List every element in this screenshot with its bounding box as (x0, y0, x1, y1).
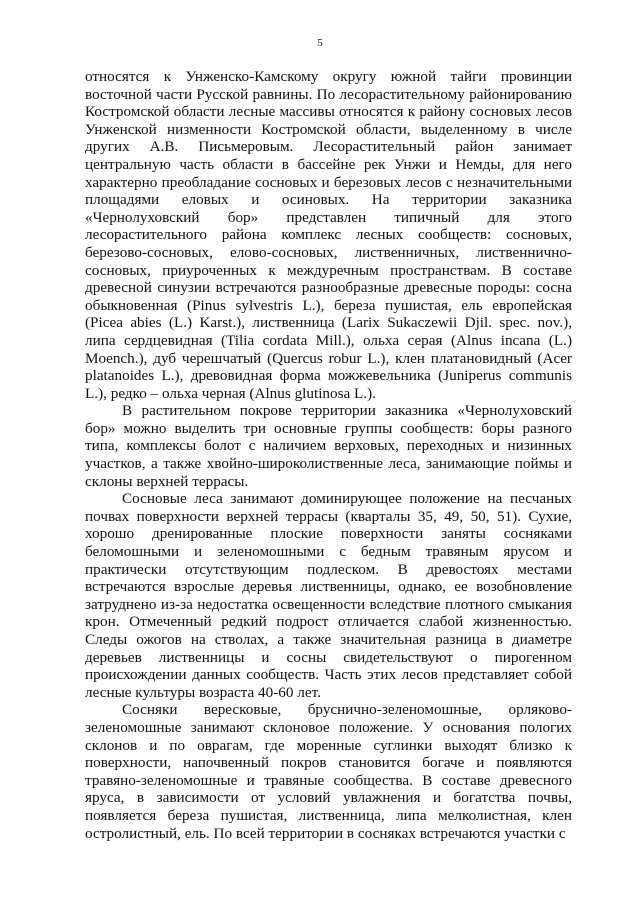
body-text (85, 68, 572, 842)
paragraph: В растительном покрове территории заказника «Чернолуховский бор» можно выделить три основные группы сообществ: боры разного типа, комплексы болот с наличием верховых, переходных и низинных участков, а также хвойно-широколиственные леса, занимающие поймы и склоны верхней террасы. (85, 402, 572, 490)
page-number: 5 (317, 37, 323, 49)
paragraph: относятся к Унженско-Камскому округу южной тайги провинции восточной части Русской равнины. По лесорастительному районированию Костромской области лесные массивы относятся к району сосновых лесов Унженской низменности Костромской области, выделенному в числе других А.В. Письмеровым. Лесорастительный район занимает центральную часть области в бассейне рек Унжи и Немды, для него характерно преобладание сосновых и березовых лесов с незначительными площадями еловых и осиновых. На территории заказника «Чернолуховский бор» представлен типичный для этого лесорастительного района комплекс лесных сообществ: сосновых, березово-сосновых, елово-сосновых, лиственничных, лиственнично-сосновых, приуроченных к междуречным пространствам. В составе древесной синузии встречаются разнообразные древесные породы: сосна обыкновенная (Pinus sylvestris L.), береза пушистая, ель европейская (Picea abies (L.) Karst.), лиственница (Larix Sukaczewii Djil. spec. nov.), липа сердцевидная (Tilia cordata Mill.), ольха серая (Alnus incana (L.) Moench.), дуб черешчатый (Quercus robur L.), клен платановидный (Acer platanoides L.), древовидная форма можжевельника (Juniperus communis L.), редко – ольха черная (Alnus glutinosa L.). (85, 68, 572, 402)
paragraph: Сосновые леса занимают доминирующее положение на песчаных почвах поверхности верхней террасы (кварталы 35, 49, 50, 51). Сухие, хорошо дренированные плоские поверхности заняты сосняками беломошными и зеленомошными с бедным травяным ярусом и практически отсутствующим подлеском. В древостоях местами встречаются взрослые деревья лиственницы, однако, ее возобновление затруднено из-за недостатка освещенности вследствие плотного смыкания крон. Отмеченный редкий подрост отличается слабой жизненностью. Следы ожогов на стволах, а также значительная разница в диаметре деревьев лиственницы и сосны свидетельствуют о пирогенном происхождении данных сообществ. Часть этих лесов представляет собой лесные культуры возраста 40-60 лет. (85, 490, 572, 701)
paragraph: Сосняки вересковые, бруснично-зеленомошные, орляково-зеленомошные занимают склоновое положение. У основания пологих склонов и по оврагам, где моренные суглинки выходят близко к поверхности, напочвенный покров становится богаче и появляются травяно-зеленомошные и травяные сообщества. В составе древесного яруса, в зависимости от условий увлажнения и богатства почвы, появляется береза пушистая, лиственница, липа мелколистная, клен остролистный, ель. По всей территории в сосняках встречаются участки с (85, 701, 572, 842)
